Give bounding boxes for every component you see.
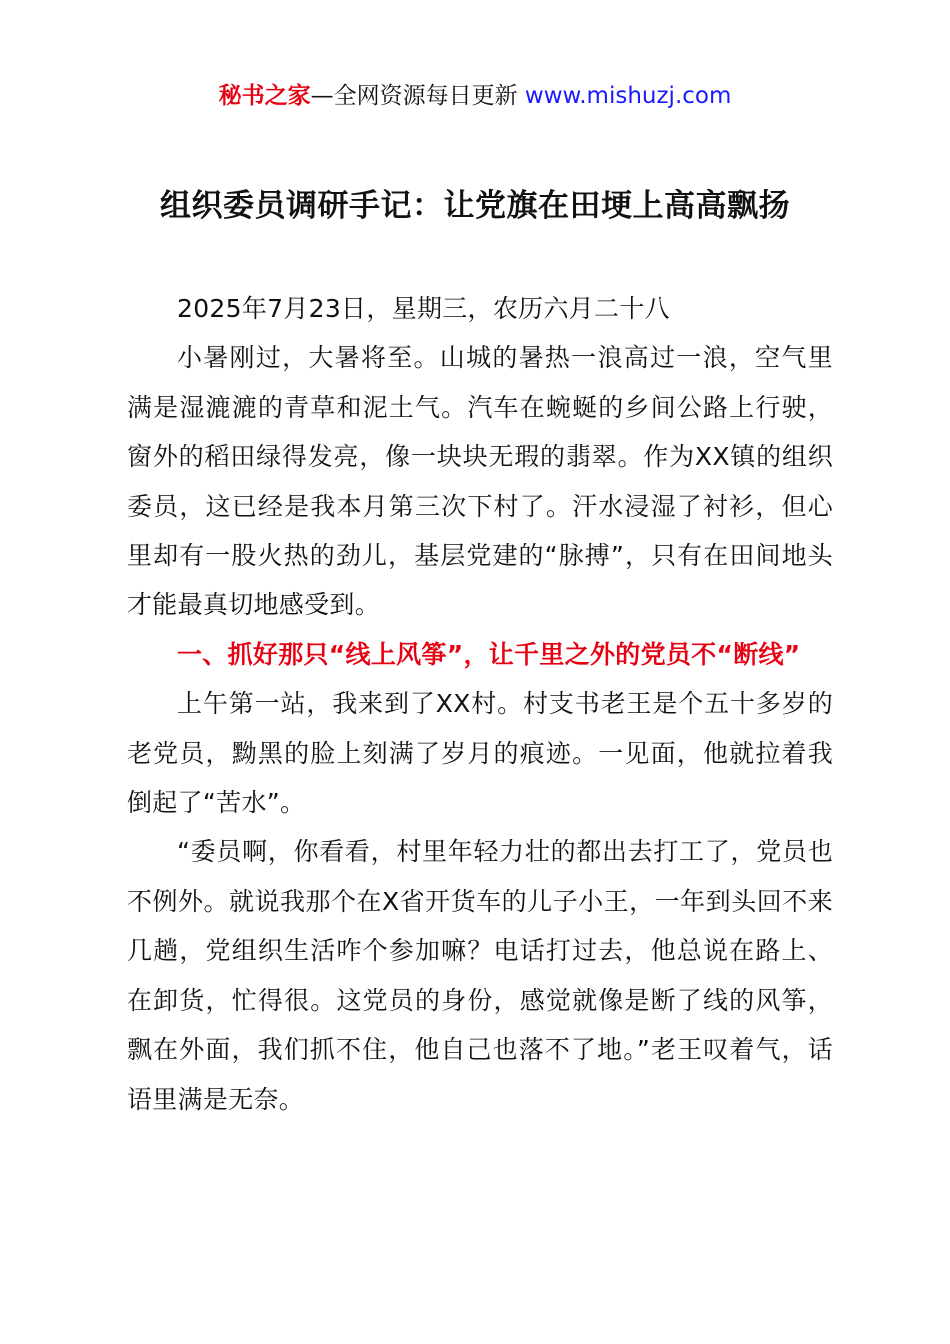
body-paragraph: 小暑刚过，大暑将至。山城的暑热一浪高过一浪，空气里满是湿漉漉的青草和泥土气。汽车在蜿蜒的乡间公路上行驶，窗外的稻田绿得发亮，像一块块无瑕的翡翠。作为XX镇的组织委员，这已经是我本月第三次下村了。汗水浸湿了衬衫，但心里却有一股火热的劲儿，基层党建的“脉搏”，只有在田间地头才能最真切地感受到。 (127, 343, 833, 620)
date-line: 2025年7月23日，星期三，农历六月二十八 (177, 294, 670, 323)
site-url-link[interactable]: www.mishuzj.com (524, 83, 732, 109)
site-header (0, 80, 950, 112)
body-paragraph: “委员啊，你看看，村里年轻力壮的都出去打工了，党员也不例外。就说我那个在X省开货车的儿子小王，一年到头回不来几趟，党组织生活咋个参加嘛？电话打过去，他总说在路上、在卸货，忙得很。这党员的身份，感觉就像是断了线的风筝，飘在外面，我们抓不住，他自己也落不了地。”老王叹着气，话语里满是无奈。 (127, 837, 833, 1114)
section-heading: 一、抓好那只“线上风筝”，让千里之外的党员不“断线” (177, 639, 801, 669)
site-brand: 秘书之家 (218, 83, 311, 109)
body-paragraph: 上午第一站，我来到了XX村。村支书老王是个五十多岁的老党员，黝黑的脸上刻满了岁月的痕迹。一见面，他就拉着我倒起了“苦水”。 (127, 689, 833, 818)
site-tagline: —全网资源每日更新 (310, 83, 525, 109)
document-body (127, 284, 833, 1124)
document-title: 组织委员调研手记：让党旗在田埂上高高飘扬 (160, 188, 790, 224)
